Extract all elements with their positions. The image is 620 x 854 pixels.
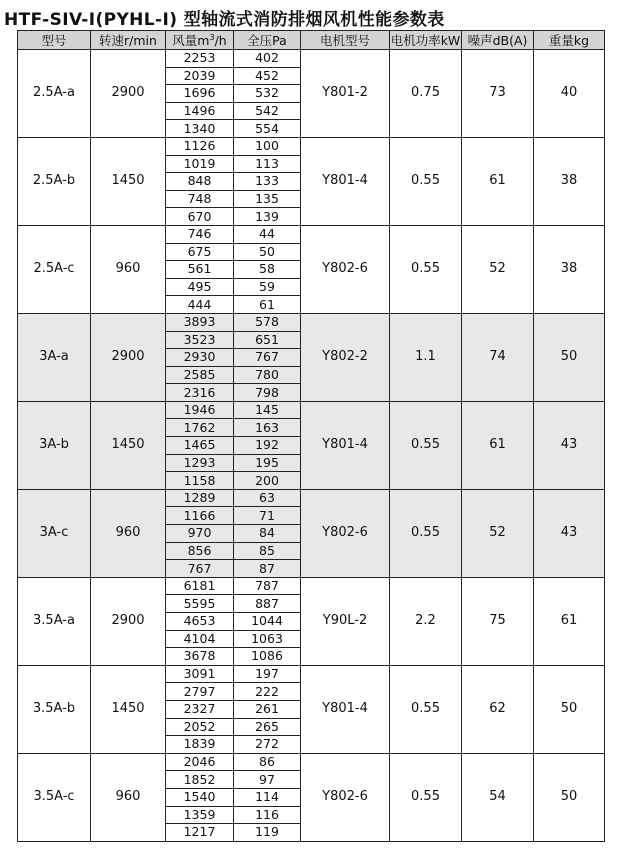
flow-cell: 1359 bbox=[166, 806, 234, 824]
header-noise: 噪声dB(A) bbox=[462, 31, 534, 50]
pressure-cell: 61 bbox=[234, 296, 301, 314]
power-cell: 0.55 bbox=[390, 489, 462, 577]
pressure-cell: 195 bbox=[234, 454, 301, 472]
weight-cell: 50 bbox=[534, 665, 605, 753]
table-row bbox=[18, 401, 605, 419]
motor-cell: Y801-2 bbox=[301, 50, 390, 138]
motor-cell: Y802-2 bbox=[301, 313, 390, 401]
flow-cell: 767 bbox=[166, 560, 234, 578]
weight-cell: 40 bbox=[534, 50, 605, 138]
flow-cell: 5595 bbox=[166, 595, 234, 613]
pressure-cell: 116 bbox=[234, 806, 301, 824]
table-row bbox=[18, 665, 605, 683]
flow-cell: 1019 bbox=[166, 155, 234, 173]
speed-cell: 960 bbox=[91, 489, 166, 577]
pressure-cell: 1044 bbox=[234, 613, 301, 631]
power-cell: 0.55 bbox=[390, 401, 462, 489]
pressure-cell: 100 bbox=[234, 137, 301, 155]
power-cell: 2.2 bbox=[390, 577, 462, 665]
flow-cell: 2797 bbox=[166, 683, 234, 701]
motor-cell: Y801-4 bbox=[301, 137, 390, 225]
model-cell: 3.5A-b bbox=[18, 665, 91, 753]
pressure-cell: 887 bbox=[234, 595, 301, 613]
table-row bbox=[18, 50, 605, 68]
header-weight: 重量kg bbox=[534, 31, 605, 50]
motor-cell: Y802-6 bbox=[301, 489, 390, 577]
pressure-cell: 767 bbox=[234, 349, 301, 367]
flow-cell: 748 bbox=[166, 190, 234, 208]
flow-cell: 2316 bbox=[166, 384, 234, 402]
noise-cell: 54 bbox=[462, 753, 534, 841]
flow-cell: 444 bbox=[166, 296, 234, 314]
pressure-cell: 163 bbox=[234, 419, 301, 437]
flow-cell: 1465 bbox=[166, 437, 234, 455]
flow-cell: 495 bbox=[166, 278, 234, 296]
noise-cell: 52 bbox=[462, 489, 534, 577]
pressure-cell: 85 bbox=[234, 542, 301, 560]
pressure-cell: 145 bbox=[234, 401, 301, 419]
header-pressure: 全压Pa bbox=[234, 31, 301, 50]
pressure-cell: 1086 bbox=[234, 648, 301, 666]
pressure-cell: 71 bbox=[234, 507, 301, 525]
speed-cell: 960 bbox=[91, 753, 166, 841]
weight-cell: 50 bbox=[534, 753, 605, 841]
weight-cell: 43 bbox=[534, 489, 605, 577]
flow-cell: 675 bbox=[166, 243, 234, 261]
pressure-cell: 651 bbox=[234, 331, 301, 349]
flow-cell: 670 bbox=[166, 208, 234, 226]
pressure-cell: 86 bbox=[234, 753, 301, 771]
weight-cell: 38 bbox=[534, 225, 605, 313]
weight-cell: 50 bbox=[534, 313, 605, 401]
model-cell: 3.5A-c bbox=[18, 753, 91, 841]
power-cell: 0.55 bbox=[390, 225, 462, 313]
flow-cell: 856 bbox=[166, 542, 234, 560]
pressure-cell: 578 bbox=[234, 313, 301, 331]
pressure-cell: 44 bbox=[234, 225, 301, 243]
pressure-cell: 135 bbox=[234, 190, 301, 208]
model-cell: 3A-a bbox=[18, 313, 91, 401]
table-row bbox=[18, 225, 605, 243]
flow-cell: 6181 bbox=[166, 577, 234, 595]
pressure-cell: 787 bbox=[234, 577, 301, 595]
noise-cell: 75 bbox=[462, 577, 534, 665]
model-cell: 3.5A-a bbox=[18, 577, 91, 665]
model-group bbox=[18, 577, 605, 665]
pressure-cell: 50 bbox=[234, 243, 301, 261]
pressure-cell: 542 bbox=[234, 102, 301, 120]
speed-cell: 1450 bbox=[91, 401, 166, 489]
flow-cell: 1340 bbox=[166, 120, 234, 138]
power-cell: 0.55 bbox=[390, 753, 462, 841]
weight-cell: 43 bbox=[534, 401, 605, 489]
flow-cell: 746 bbox=[166, 225, 234, 243]
weight-cell: 38 bbox=[534, 137, 605, 225]
flow-cell: 2585 bbox=[166, 366, 234, 384]
model-group bbox=[18, 753, 605, 841]
header-flow-label: 风量m bbox=[172, 33, 210, 48]
flow-cell: 1126 bbox=[166, 137, 234, 155]
model-cell: 2.5A-b bbox=[18, 137, 91, 225]
model-cell: 2.5A-a bbox=[18, 50, 91, 138]
noise-cell: 62 bbox=[462, 665, 534, 753]
motor-cell: Y90L-2 bbox=[301, 577, 390, 665]
flow-cell: 1217 bbox=[166, 824, 234, 842]
pressure-cell: 272 bbox=[234, 736, 301, 754]
flow-cell: 1293 bbox=[166, 454, 234, 472]
model-group bbox=[18, 401, 605, 489]
motor-cell: Y801-4 bbox=[301, 665, 390, 753]
header-flow-sup: 3 bbox=[209, 32, 215, 42]
flow-cell: 1946 bbox=[166, 401, 234, 419]
header-model: 型号 bbox=[18, 31, 91, 50]
pressure-cell: 402 bbox=[234, 50, 301, 68]
speed-cell: 1450 bbox=[91, 665, 166, 753]
pressure-cell: 119 bbox=[234, 824, 301, 842]
pressure-cell: 114 bbox=[234, 788, 301, 806]
page-title: HTF-SIV-I(PYHL-I) 型轴流式消防排烟风机性能参数表 bbox=[4, 10, 445, 30]
flow-cell: 4653 bbox=[166, 613, 234, 631]
pressure-cell: 139 bbox=[234, 208, 301, 226]
flow-cell: 1166 bbox=[166, 507, 234, 525]
flow-cell: 561 bbox=[166, 261, 234, 279]
flow-cell: 1852 bbox=[166, 771, 234, 789]
noise-cell: 74 bbox=[462, 313, 534, 401]
motor-cell: Y802-6 bbox=[301, 225, 390, 313]
weight-cell: 61 bbox=[534, 577, 605, 665]
flow-cell: 1158 bbox=[166, 472, 234, 490]
model-group bbox=[18, 137, 605, 225]
header-row bbox=[18, 31, 605, 50]
pressure-cell: 532 bbox=[234, 85, 301, 103]
flow-cell: 3678 bbox=[166, 648, 234, 666]
flow-cell: 1540 bbox=[166, 788, 234, 806]
flow-cell: 2046 bbox=[166, 753, 234, 771]
spec-table bbox=[17, 30, 605, 842]
motor-cell: Y801-4 bbox=[301, 401, 390, 489]
pressure-cell: 780 bbox=[234, 366, 301, 384]
pressure-cell: 197 bbox=[234, 665, 301, 683]
model-cell: 2.5A-c bbox=[18, 225, 91, 313]
model-group bbox=[18, 489, 605, 577]
flow-cell: 2039 bbox=[166, 67, 234, 85]
flow-cell: 2253 bbox=[166, 50, 234, 68]
speed-cell: 2900 bbox=[91, 313, 166, 401]
speed-cell: 2900 bbox=[91, 577, 166, 665]
header-speed: 转速r/min bbox=[91, 31, 166, 50]
flow-cell: 1496 bbox=[166, 102, 234, 120]
flow-cell: 1289 bbox=[166, 489, 234, 507]
noise-cell: 61 bbox=[462, 137, 534, 225]
table-row bbox=[18, 753, 605, 771]
power-cell: 0.55 bbox=[390, 137, 462, 225]
pressure-cell: 265 bbox=[234, 718, 301, 736]
noise-cell: 61 bbox=[462, 401, 534, 489]
model-group bbox=[18, 50, 605, 138]
flow-cell: 1839 bbox=[166, 736, 234, 754]
speed-cell: 2900 bbox=[91, 50, 166, 138]
pressure-cell: 222 bbox=[234, 683, 301, 701]
power-cell: 0.75 bbox=[390, 50, 462, 138]
pressure-cell: 133 bbox=[234, 173, 301, 191]
pressure-cell: 554 bbox=[234, 120, 301, 138]
model-cell: 3A-b bbox=[18, 401, 91, 489]
pressure-cell: 200 bbox=[234, 472, 301, 490]
table-row bbox=[18, 137, 605, 155]
flow-cell: 3893 bbox=[166, 313, 234, 331]
pressure-cell: 113 bbox=[234, 155, 301, 173]
noise-cell: 73 bbox=[462, 50, 534, 138]
motor-cell: Y802-6 bbox=[301, 753, 390, 841]
flow-cell: 2930 bbox=[166, 349, 234, 367]
pressure-cell: 1063 bbox=[234, 630, 301, 648]
flow-cell: 1696 bbox=[166, 85, 234, 103]
pressure-cell: 798 bbox=[234, 384, 301, 402]
pressure-cell: 87 bbox=[234, 560, 301, 578]
flow-cell: 4104 bbox=[166, 630, 234, 648]
header-motor: 电机型号 bbox=[301, 31, 390, 50]
flow-cell: 2327 bbox=[166, 700, 234, 718]
pressure-cell: 58 bbox=[234, 261, 301, 279]
noise-cell: 52 bbox=[462, 225, 534, 313]
speed-cell: 960 bbox=[91, 225, 166, 313]
power-cell: 1.1 bbox=[390, 313, 462, 401]
pressure-cell: 59 bbox=[234, 278, 301, 296]
pressure-cell: 63 bbox=[234, 489, 301, 507]
model-group bbox=[18, 313, 605, 401]
pressure-cell: 261 bbox=[234, 700, 301, 718]
flow-cell: 2052 bbox=[166, 718, 234, 736]
flow-cell: 3091 bbox=[166, 665, 234, 683]
model-group bbox=[18, 665, 605, 753]
model-group bbox=[18, 225, 605, 313]
flow-cell: 3523 bbox=[166, 331, 234, 349]
header-flow-unit: /h bbox=[214, 33, 227, 48]
power-cell: 0.55 bbox=[390, 665, 462, 753]
pressure-cell: 84 bbox=[234, 525, 301, 543]
header-power: 电机功率kW bbox=[390, 31, 462, 50]
pressure-cell: 192 bbox=[234, 437, 301, 455]
flow-cell: 848 bbox=[166, 173, 234, 191]
table-row bbox=[18, 489, 605, 507]
flow-cell: 1762 bbox=[166, 419, 234, 437]
pressure-cell: 97 bbox=[234, 771, 301, 789]
header-flow bbox=[166, 31, 234, 50]
pressure-cell: 452 bbox=[234, 67, 301, 85]
flow-cell: 970 bbox=[166, 525, 234, 543]
table-row bbox=[18, 313, 605, 331]
model-cell: 3A-c bbox=[18, 489, 91, 577]
speed-cell: 1450 bbox=[91, 137, 166, 225]
table-row bbox=[18, 577, 605, 595]
